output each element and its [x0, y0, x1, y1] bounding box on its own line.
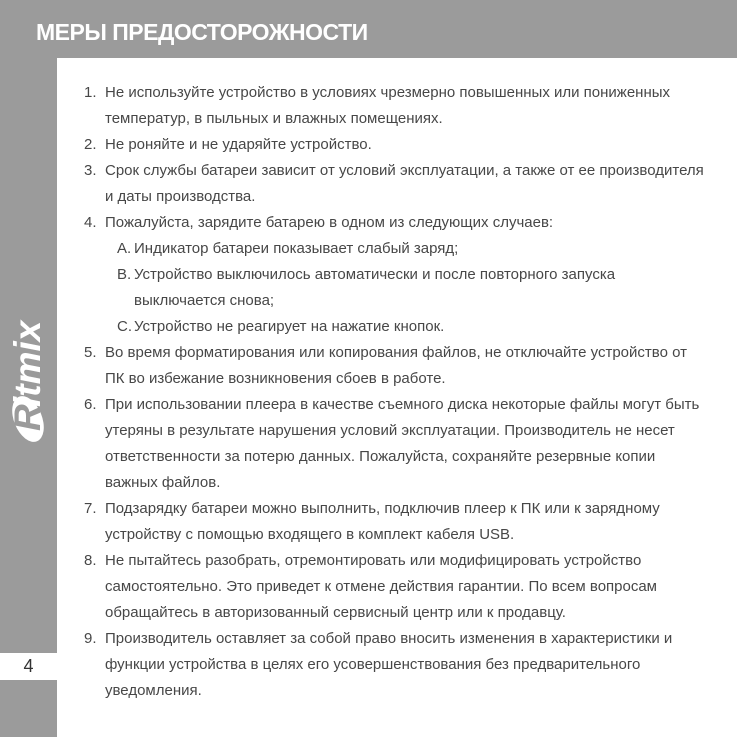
item-number: 2.	[84, 136, 97, 153]
sub-item	[117, 262, 705, 314]
ritmix-logo	[0, 295, 57, 445]
sub-item-letter: B.	[117, 266, 132, 283]
item-body	[105, 496, 705, 548]
list-item	[84, 210, 705, 340]
logo-letter-r: R	[7, 404, 48, 431]
item-text: Во время форматирования или копирования файлов, не отключайте устройство от ПК во избежание возникновения сбоев в работе.	[105, 344, 687, 387]
page-title: МЕРЫ ПРЕДОСТОРОЖНОСТИ	[36, 18, 368, 45]
sub-item-text: Устройство выключилось автоматически и после повторного запуска выключается снова;	[134, 266, 616, 309]
sub-item	[117, 314, 705, 340]
sub-item-text: Индикатор батареи показывает слабый заряд;	[134, 240, 459, 257]
sidebar	[0, 58, 57, 737]
sub-item-letter: C.	[117, 318, 132, 335]
item-text: Подзарядку батареи можно выполнить, подключив плеер к ПК или к зарядному устройству с помощью входящего в комплект кабеля USB.	[105, 500, 660, 543]
item-body	[105, 210, 705, 340]
item-text: Срок службы батареи зависит от условий эксплуатации, а также от ее производителя и даты производства.	[105, 162, 704, 205]
list-item	[84, 340, 705, 392]
item-text: Не используйте устройство в условиях чрезмерно повышенных или пониженных температур, в пыльных и влажных помещениях.	[105, 84, 671, 127]
list-item	[84, 132, 705, 158]
list-item	[84, 80, 705, 132]
sub-item-letter: A.	[117, 240, 132, 257]
item-text: Производитель оставляет за собой право вносить изменения в характеристики и функции устройства в целях его усовершенствования без предварительного уведомления.	[105, 630, 673, 699]
item-body	[105, 340, 705, 392]
item-body	[105, 626, 705, 704]
sub-item	[117, 236, 705, 262]
item-number: 5.	[84, 344, 97, 361]
item-text: Не роняйте и не ударяйте устройство.	[105, 136, 372, 153]
list-item	[84, 626, 705, 704]
item-number: 6.	[84, 396, 97, 413]
item-text: Не пытайтесь разобрать, отремонтировать или модифицировать устройство самостоятельно. Это приведет к отмене действия гарантии. По всем вопросам обращайтесь в авторизованный сервисный центр или к продавцу.	[105, 552, 657, 621]
item-text: Пожалуйста, зарядите батарею в одном из следующих случаев:	[105, 214, 554, 231]
sub-item-text: Устройство не реагирует на нажатие кнопок.	[134, 318, 445, 335]
item-number: 1.	[84, 84, 97, 101]
content-area	[57, 58, 737, 737]
precautions-list	[57, 58, 737, 704]
page-number: 4	[23, 656, 34, 676]
item-body	[105, 548, 705, 626]
item-number: 8.	[84, 552, 97, 569]
list-item	[84, 392, 705, 496]
item-text: При использовании плеера в качестве съемного диска некоторые файлы могут быть утеряны в результате нарушения условий эксплуатации. Производитель не несет ответственности за потерю данных. Пожалуйста, сохраняйте резервные копии важных файлов.	[105, 396, 700, 491]
list-item	[84, 548, 705, 626]
item-body	[105, 158, 705, 210]
item-body	[105, 392, 705, 496]
page-header	[0, 0, 737, 58]
list-item	[84, 496, 705, 548]
item-number: 9.	[84, 630, 97, 647]
ritmix-logo-graphic	[0, 295, 57, 445]
item-body	[105, 80, 705, 132]
logo-letters-itmix: itmix	[7, 320, 48, 407]
item-number: 4.	[84, 214, 97, 231]
item-body	[105, 132, 705, 158]
item-number: 7.	[84, 500, 97, 517]
item-number: 3.	[84, 162, 97, 179]
page-number-badge	[0, 653, 57, 680]
list-item	[84, 158, 705, 210]
